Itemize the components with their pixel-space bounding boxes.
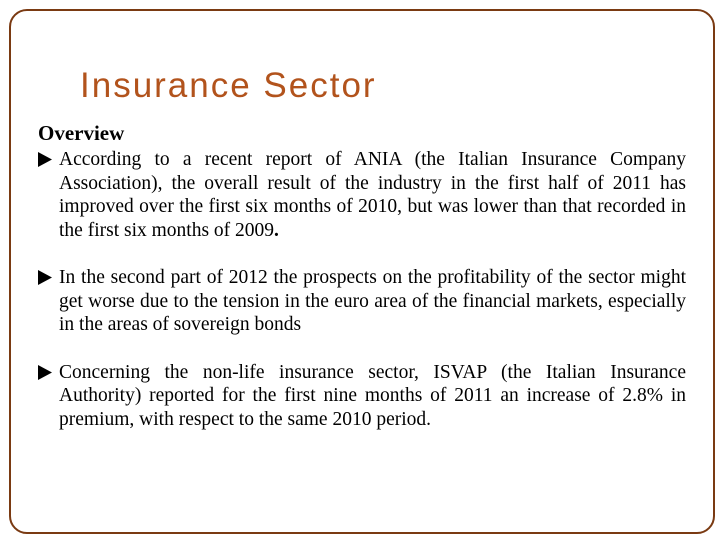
bullet-item (38, 148, 686, 242)
slide-body (38, 120, 686, 431)
slide-title: Insurance Sector (80, 66, 377, 105)
triangle-bullet-icon (38, 152, 52, 167)
bullet-text: In the second part of 2012 the prospects on the profitability of the sector might get worse due to the tension in the euro area of the financial markets, especially in the areas of sovereign bonds (59, 267, 686, 335)
section-heading: Overview (38, 121, 125, 145)
triangle-bullet-icon (38, 270, 52, 285)
bullet-text: Concerning the non-life insurance sector, ISVAP (the Italian Insurance Authority) reported for the first nine months of 2011 an increase of 2.8% in premium, with respect to the same 2010 period. (59, 361, 686, 430)
bullet-item (38, 361, 686, 432)
triangle-bullet-icon (38, 365, 52, 380)
bullet-end-period: . (274, 219, 279, 241)
bullet-text: According to a recent report of ANIA (the Italian Insurance Company Association), the overall result of the industry in the first half of 2011 has improved over the first six months of 2010, but was lower than that recorded in the first six months of 2009 (59, 149, 686, 241)
bullet-item (38, 266, 686, 337)
